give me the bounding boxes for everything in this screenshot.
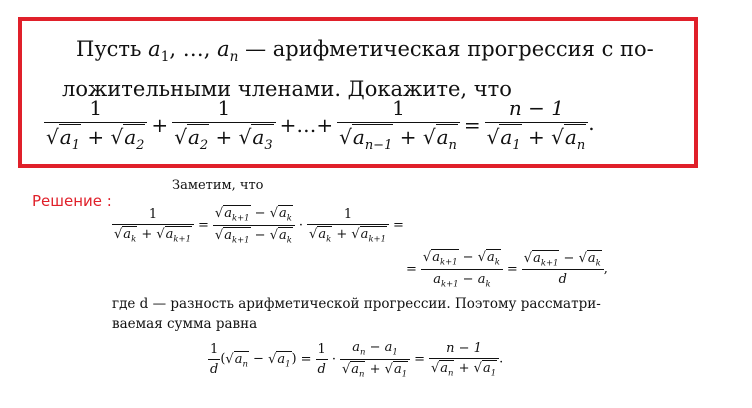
solution-paragraph-line2: ваемая сумма равна — [112, 316, 258, 332]
solution-intro: Заметим, что — [172, 178, 264, 193]
problem-statement: Пусть $a_1$, …, $a_n$ — арифметическая прогрессия с по- ложительными членами. Докажите, что — [62, 37, 654, 102]
solution-paragraph-line1: где d — разность арифметической прогрессии. Поэтому рассматри- — [112, 296, 601, 312]
solution-equation-2: = $\frac{√a_{k+1} - √a_k}{a_{k+1} - a_k}$ = $\frac{√a_{k+1} - √a_k}{d}$ , — [406, 250, 608, 289]
problem-line2: ложительными членами. Докажите, что — [62, 77, 512, 102]
solution-paragraph — [112, 294, 652, 334]
solution-label: Решение : — [32, 192, 112, 210]
problem-line1: — арифметическая прогрессия с по- — [245, 37, 654, 61]
problem-equation: $\frac{1}{√a_1 + √a_2}$ + $\frac{1}{√a_2 + √a_3}$ +…+ $\frac{1}{√a_{n-1} + √a_n}$ = $\frac{n - 1}{√a_1 + √a_n}$ . — [46, 96, 595, 153]
solution-equation-3: $\frac{1}{d}$ $(√a_n - √a_1)$ = $\frac{1}{d}$ · $\frac{a_n - a_1}{√a_n + √a_1}$ = $\frac{n - 1}{√a_n + √a_1}$ . — [210, 340, 504, 379]
problem-prefix: Пусть — [76, 37, 142, 61]
result-numerator: n − 1 — [485, 96, 589, 123]
solution-equation-1: $\frac{1}{√a_k + √a_{k+1}}$ = $\frac{√a_{k+1} - √a_k}{√a_{k+1} - √a_k}$ · $\frac{1}{√a_k + √a_{k+1}}$ = — [114, 206, 404, 245]
